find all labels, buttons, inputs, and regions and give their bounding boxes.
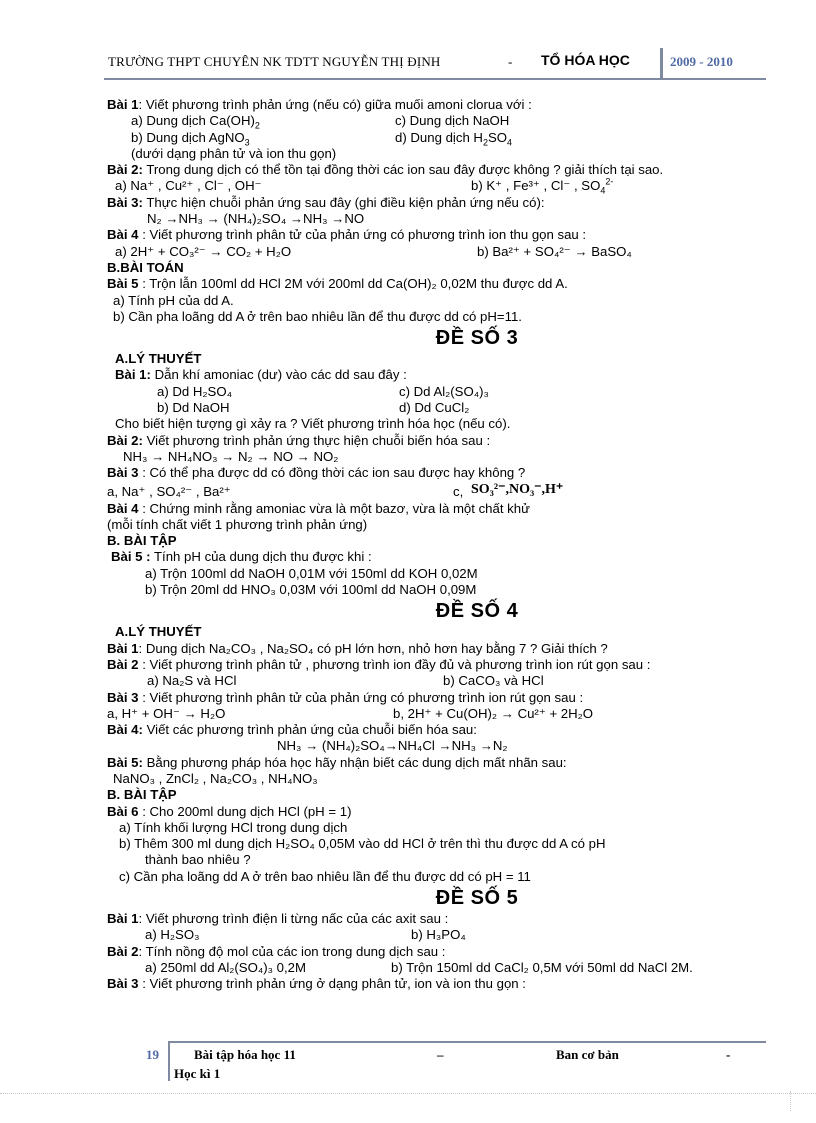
text-line: thành bao nhiêu ? bbox=[145, 852, 251, 868]
text-line: a) 2H⁺ + CO₃²⁻ → CO₂ + H₂O b) Ba²⁺ + SO₄²⁻ → BaSO₄ bbox=[115, 243, 632, 259]
text-line: Bài 5 : Trộn lẫn 100ml dd HCl 2M với 200ml dd Ca(OH)₂ 0,02M thu được dd A. bbox=[107, 276, 568, 292]
section-heading: B.BÀI TOÁN bbox=[107, 259, 184, 275]
footer-dash: – bbox=[437, 1047, 444, 1062]
text-line: Bài 2 : Viết phương trình phân tử , phương trình ion đầy đủ và phương trình ion rút gọn sau : bbox=[107, 656, 651, 672]
header-rule bbox=[104, 78, 766, 80]
text-line: a) Dung dịch $Ca(OH)_2$ c) Dung dịch NaOH bbox=[131, 113, 510, 131]
page-header bbox=[104, 48, 766, 78]
department-name: TỔ HÓA HỌC bbox=[541, 52, 630, 68]
text-line: (dưới dạng phân tử và ion thu gọn) bbox=[131, 145, 337, 161]
text-line: Bài 2: Viết phương trình phản ứng thực hiện chuỗi biến hóa sau : bbox=[107, 432, 491, 448]
text-line: a) H₂SO₃ b) H₃PO₄ bbox=[145, 927, 466, 943]
text-line: Bài 2: Tính nồng độ mol của các ion trong dung dịch sau : bbox=[107, 943, 446, 959]
footer-title: Bài tập hóa học 11 bbox=[194, 1047, 296, 1062]
text-line: Bài 5: Bằng phương pháp hóa học hãy nhận biết các dung dịch mất nhãn sau: bbox=[107, 754, 567, 770]
footer-term: Học kì 1 bbox=[174, 1066, 221, 1081]
text-line: a) Tính pH của dd A. bbox=[113, 292, 234, 308]
text-line: Cho biết hiện tượng gì xảy ra ? Viết phương trình hóa học (nếu có). bbox=[115, 416, 511, 432]
section-heading: B. BÀI TẬP bbox=[107, 533, 177, 549]
text-line: Bài 1: Dẫn khí amoniac (dư) vào các dd sau đây : bbox=[115, 367, 407, 383]
text-line: NH₃ → NH₄NO₃ → N₂ → NO → NO₂ bbox=[123, 448, 339, 464]
text-line: b) Thêm 300 ml dung dịch H₂SO₄ 0,05M vào dd HCl ở trên thì thu được dd A có pH bbox=[119, 836, 606, 852]
text-line: Bài 2: Trong dung dịch có thể tồn tại đồng thời các ion sau đây được không ? giải thích tại sao. bbox=[107, 162, 664, 178]
document-body bbox=[107, 97, 757, 993]
text-line: a) Tính khối lượng HCl trong dung dịch bbox=[119, 819, 348, 835]
text-line: b) Trộn 20ml dd HNO₃ 0,03M với 100ml dd NaOH 0,09M bbox=[145, 582, 477, 598]
text-line: a, Na⁺ , SO₄²⁻ , Ba²⁺ c, SO₃²⁻,NO₃⁻,H⁺ bbox=[107, 481, 564, 499]
footer-rule bbox=[168, 1041, 766, 1043]
text-line: b) Dung dịch AgNO$_3$ d) Dung dịch $H_2SO_4$ bbox=[131, 129, 513, 148]
text-line: NaNO₃ , ZnCl₂ , Na₂CO₃ , NH₄NO₃ bbox=[113, 770, 318, 786]
text-line: (mỗi tính chất viết 1 phương trình phản ứng) bbox=[107, 516, 368, 532]
text-line: Bài 3 : Viết phương trình phản ứng ở dạng phân tử, ion và ion thu gọn : bbox=[107, 976, 526, 992]
text-line: a) 250ml dd Al₂(SO₄)₃ 0,2M b) Trộn 150ml dd CaCl₂ 0,5M với 50ml dd NaCl 2M. bbox=[145, 959, 693, 975]
exam-title-3: ĐỀ SỐ 3 bbox=[435, 327, 519, 350]
text-line: N₂ →NH₃ → (NH₄)₂SO₄ →NH₃ →NO bbox=[147, 211, 365, 227]
text-line: Bài 6 : Cho 200ml dung dịch HCl (pH = 1) bbox=[107, 803, 352, 819]
text-line: b) Cần pha loãng dd A ở trên bao nhiêu lần để thu được dd có pH=11. bbox=[113, 308, 522, 324]
text-line: Bài 1: Viết phương trình điện li từng nấc của các axit sau : bbox=[107, 911, 449, 927]
exam-title-4: ĐỀ SỐ 4 bbox=[435, 600, 519, 623]
text-line: Bài 4 : Chứng minh rằng amoniac vừa là một bazơ, vừa là một chất khử bbox=[107, 500, 530, 516]
section-heading: B. BÀI TẬP bbox=[107, 787, 177, 803]
text-line: b) Dd NaOH d) Dd CuCl₂ bbox=[157, 400, 470, 416]
text-line: Bài 1: Dung dịch Na₂CO₃ , Na₂SO₄ có pH lớn hơn, nhỏ hơn hay bằng 7 ? Giải thích ? bbox=[107, 640, 608, 656]
text-line: c) Cần pha loãng dd A ở trên bao nhiêu lần để thu được dd có pH = 11 bbox=[119, 868, 531, 884]
text-line: Bài 1: Viết phương trình phản ứng (nếu có) giữa muối amoni clorua với : bbox=[107, 97, 532, 112]
page-boundary bbox=[790, 1091, 792, 1111]
text-line: a) Dd H₂SO₄ c) Dd Al₂(SO₄)₃ bbox=[157, 383, 489, 399]
text-line: NH₃ → (NH₄)₂SO₄→NH₄Cl →NH₃ →N₂ bbox=[277, 738, 508, 754]
text-line: a) Trộn 100ml dd NaOH 0,01M với 150ml dd KOH 0,02M bbox=[145, 565, 478, 581]
header-separator bbox=[660, 48, 663, 78]
text-line: Bài 3: Thực hiện chuỗi phản ứng sau đây (ghi điều kiện phản ứng nếu có): bbox=[107, 194, 545, 210]
text-line: Bài 3 : Viết phương trình phân tử của phản ứng có phương trình ion rút gọn sau : bbox=[107, 689, 584, 705]
page-boundary bbox=[0, 1093, 816, 1094]
footer-program: Ban cơ bản bbox=[556, 1047, 619, 1062]
text-line: a, H⁺ + OH⁻ → H₂O b, 2H⁺ + Cu(OH)₂ → Cu²⁺ + 2H₂O bbox=[107, 705, 594, 721]
text-line: Bài 3 : Có thể pha được dd có đồng thời các ion sau được hay không ? bbox=[107, 465, 526, 481]
exam-title-5: ĐỀ SỐ 5 bbox=[435, 887, 519, 910]
school-year: 2009 - 2010 bbox=[670, 54, 733, 69]
section-heading: A.LÝ THUYẾT bbox=[115, 624, 202, 640]
page-number: 19 bbox=[146, 1047, 159, 1062]
school-name: TRƯỜNG THPT CHUYÊN NK TDTT NGUYỄN THỊ ĐỊNH bbox=[108, 54, 441, 69]
header-dash: - bbox=[508, 54, 513, 69]
section-heading: A.LÝ THUYẾT bbox=[115, 351, 202, 367]
footer-dash: - bbox=[726, 1047, 731, 1062]
text-line: Bài 4: Viết các phương trình phản ứng của chuỗi biến hóa sau: bbox=[107, 722, 477, 738]
text-line: Bài 4 : Viết phương trình phân tử của phản ứng có phương trình ion thu gọn sau : bbox=[107, 227, 587, 243]
text-line: a) Na⁺ , Cu²⁺ , Cl⁻ , OH⁻ b) K⁺ , Fe³⁺ , Cl⁻ , $SO_4^{2-}$ bbox=[115, 177, 614, 197]
text-line: Bài 5 : Tính pH của dung dịch thu được khi : bbox=[111, 549, 372, 565]
footer-separator bbox=[168, 1043, 170, 1081]
text-line: a) Na₂S và HCl b) CaCO₃ và HCl bbox=[147, 673, 544, 689]
